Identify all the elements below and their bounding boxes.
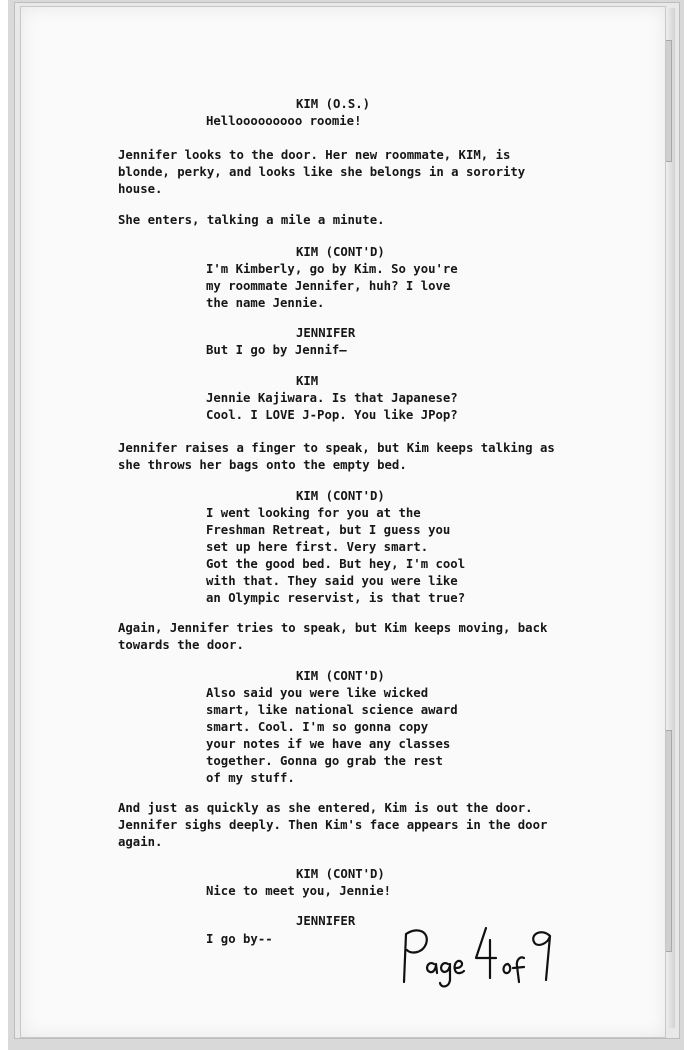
dialogue-line: together. Gonna go grab the rest — [206, 754, 443, 768]
action-line: Jennifer raises a finger to speak, but Kim keeps talking as — [118, 441, 555, 455]
action-line: again. — [118, 835, 163, 849]
action-line: And just as quickly as she entered, Kim is out the door. — [118, 801, 533, 815]
action-line: towards the door. — [118, 638, 244, 652]
dialogue-line: Also said you were like wicked — [206, 686, 429, 700]
character-cue: KIM (CONT'D) — [296, 669, 385, 683]
action-line: she throws her bags onto the empty bed. — [118, 458, 407, 472]
dialogue-line: the name Jennie. — [206, 296, 325, 310]
dialogue-line: Cool. I LOVE J-Pop. You like JPop? — [206, 408, 458, 422]
character-cue: JENNIFER — [296, 326, 356, 340]
action-line: house. — [118, 182, 163, 196]
dialogue-line: an Olympic reservist, is that true? — [206, 591, 466, 605]
dialogue-line: smart. Cool. I'm so gonna copy — [206, 720, 429, 734]
dialogue-line: Jennie Kajiwara. Is that Japanese? — [206, 391, 458, 405]
action-line: Jennifer looks to the door. Her new roommate, KIM, is — [118, 148, 511, 162]
dialogue-line: your notes if we have any classes — [206, 737, 451, 751]
handwritten-page-note — [400, 920, 560, 990]
dialogue-line: But I go by Jennif— — [206, 343, 347, 357]
dialogue-line: with that. They said you were like — [206, 574, 458, 588]
action-line: Again, Jennifer tries to speak, but Kim keeps moving, back — [118, 621, 548, 635]
dialogue-line: I went looking for you at the — [206, 506, 421, 520]
action-line: Jennifer sighs deeply. Then Kim's face appears in the door — [118, 818, 548, 832]
dialogue-line: Nice to meet you, Jennie! — [206, 884, 392, 898]
dialogue-line: my roommate Jennifer, huh? I love — [206, 279, 451, 293]
character-cue: KIM (CONT'D) — [296, 867, 385, 881]
dialogue-line: set up here first. Very smart. — [206, 540, 429, 554]
dialogue-line: Got the good bed. But hey, I'm cool — [206, 557, 466, 571]
handwritten-page-note-drawing — [400, 920, 560, 990]
character-cue: KIM — [296, 374, 319, 388]
action-line: She enters, talking a mile a minute. — [118, 213, 385, 227]
dialogue-line: I go by-- — [206, 932, 273, 946]
dialogue-line: I'm Kimberly, go by Kim. So you're — [206, 262, 458, 276]
character-cue: KIM (O.S.) — [296, 97, 371, 111]
dialogue-line: Hellooooooooo roomie! — [206, 114, 362, 128]
dialogue-line: smart, like national science award — [206, 703, 458, 717]
dialogue-line: Freshman Retreat, but I guess you — [206, 523, 451, 537]
dialogue-line: of my stuff. — [206, 771, 295, 785]
character-cue: JENNIFER — [296, 914, 356, 928]
action-line: blonde, perky, and looks like she belongs in a sorority — [118, 165, 526, 179]
character-cue: KIM (CONT'D) — [296, 245, 385, 259]
character-cue: KIM (CONT'D) — [296, 489, 385, 503]
